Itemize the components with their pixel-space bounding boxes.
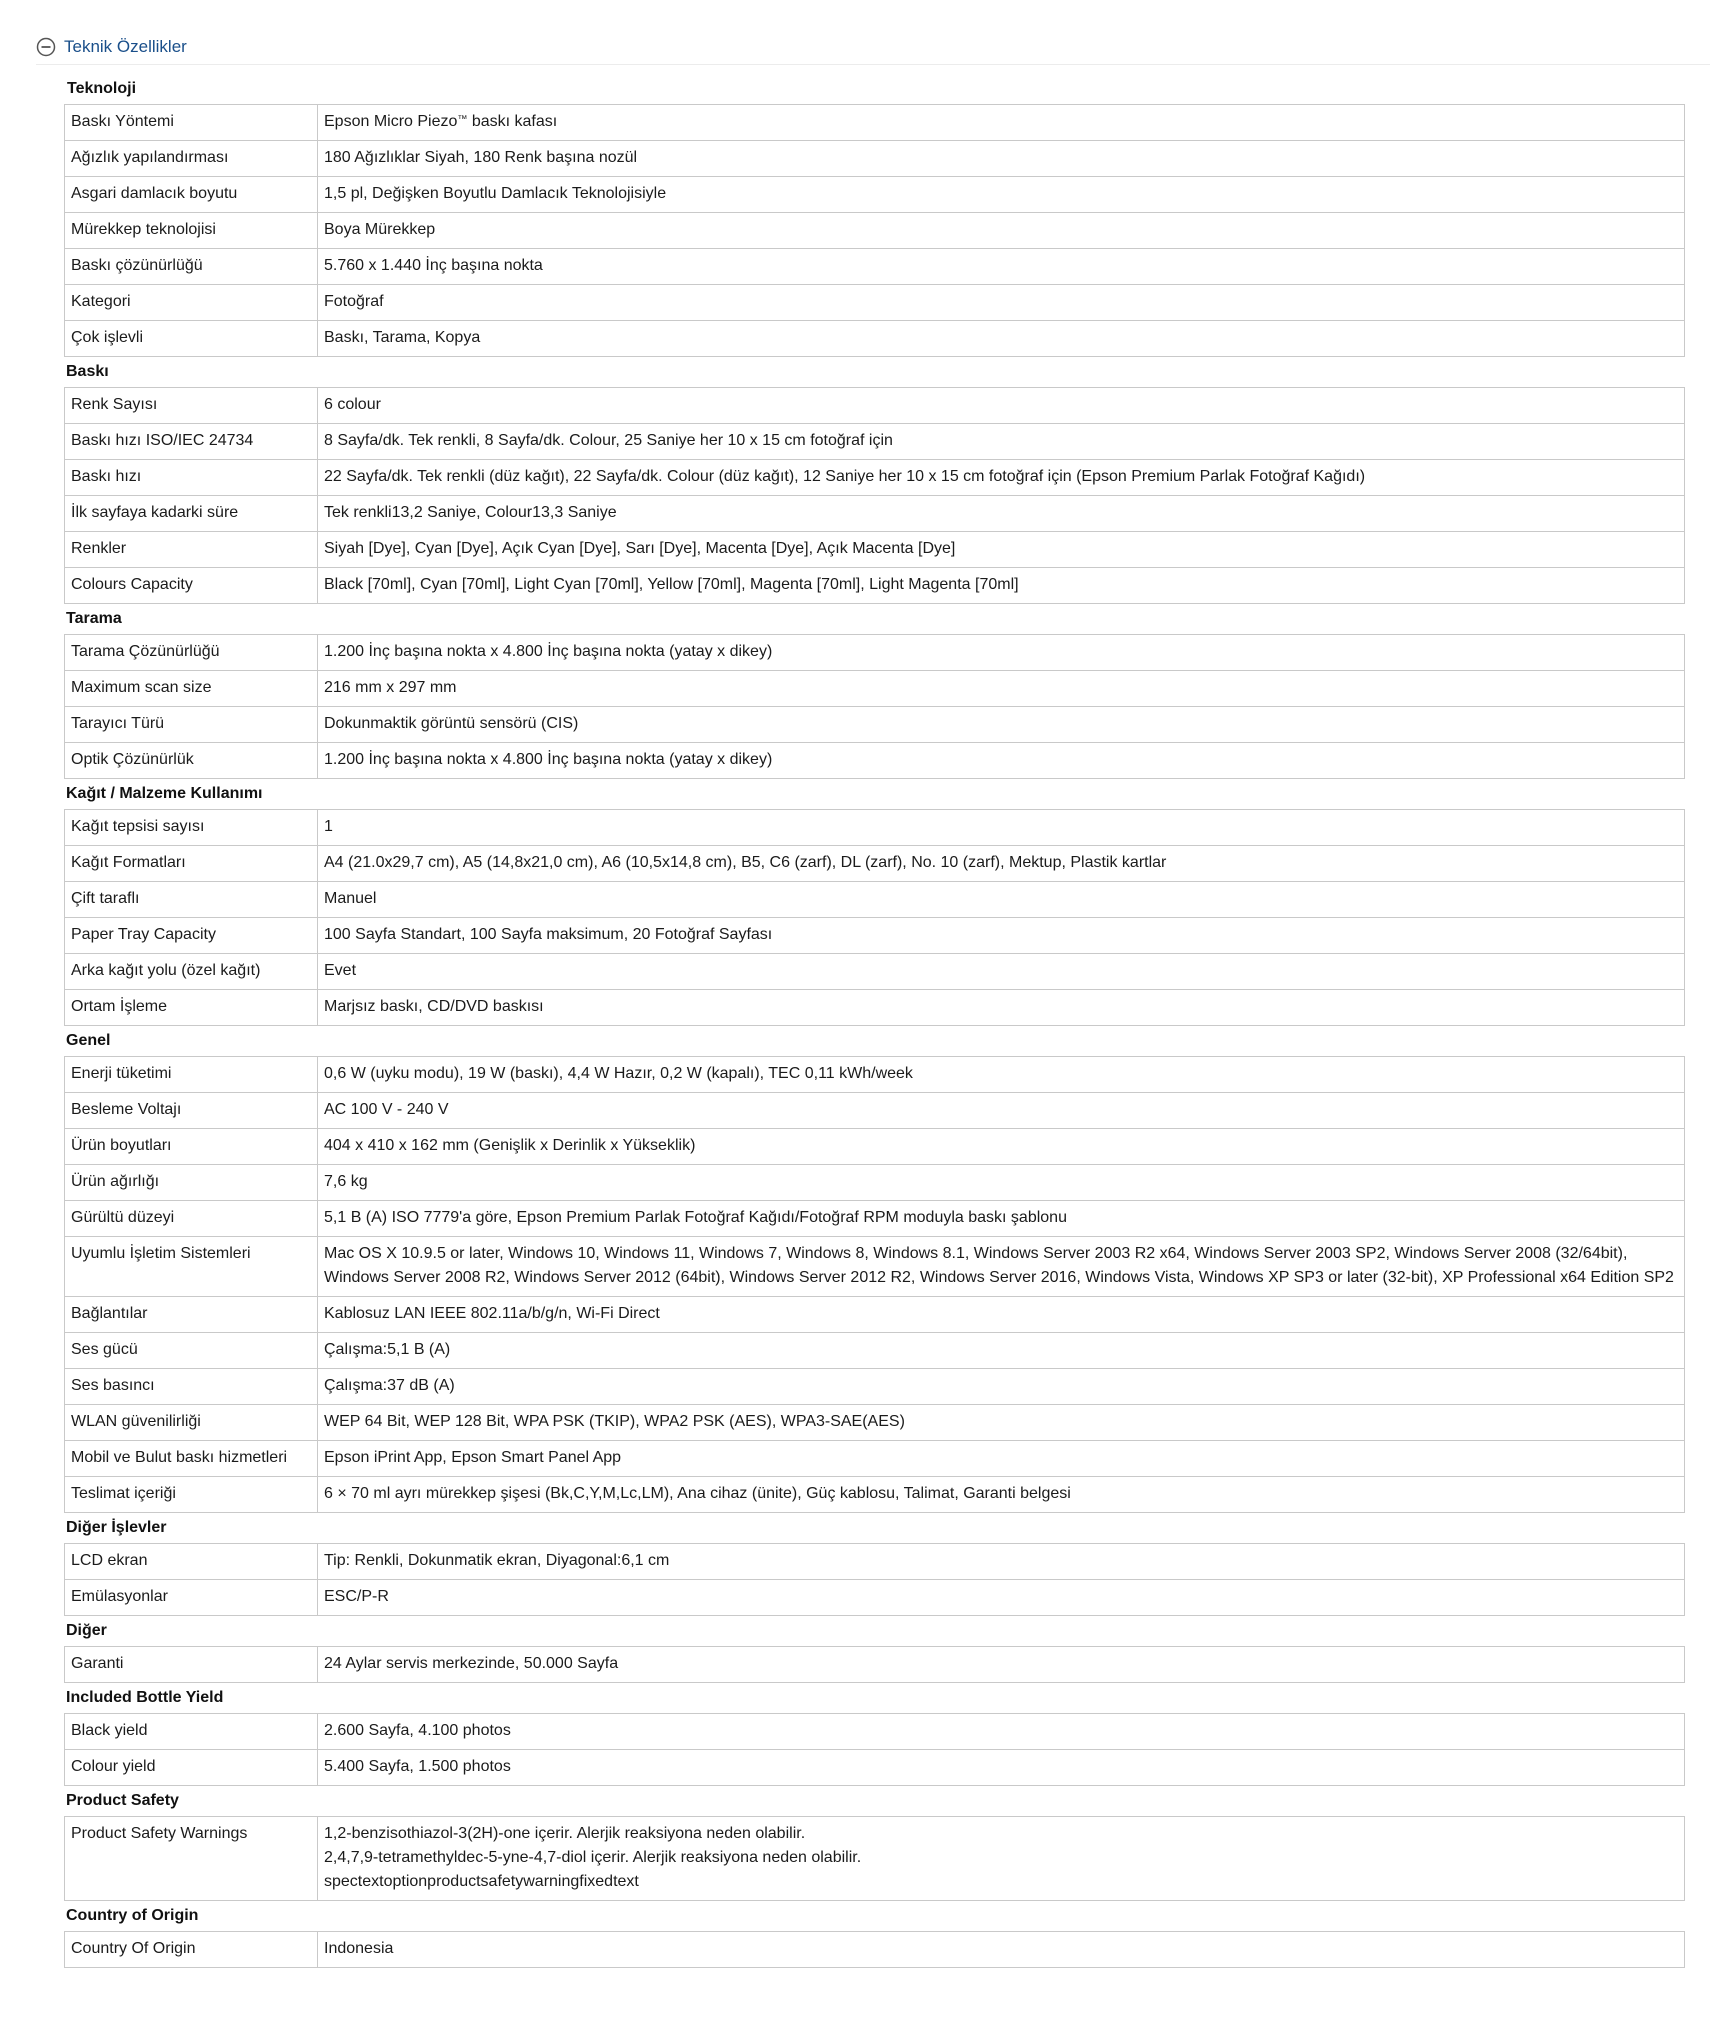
spec-row (65, 177, 1685, 213)
spec-value: Çalışma:5,1 B (A) (318, 1333, 1685, 1369)
spec-value: AC 100 V - 240 V (318, 1093, 1685, 1129)
spec-label: Enerji tüketimi (65, 1057, 318, 1093)
spec-row (65, 743, 1685, 779)
spec-table (64, 1646, 1685, 1683)
spec-label: Product Safety Warnings (65, 1817, 318, 1901)
minus-circle-icon[interactable] (36, 37, 56, 57)
spec-group-title: Included Bottle Yield (66, 1689, 224, 1706)
spec-group-title: Genel (66, 1032, 111, 1049)
spec-row (65, 918, 1685, 954)
spec-value: Tek renkli13,2 Saniye, Colour13,3 Saniye (318, 496, 1685, 532)
spec-row (65, 846, 1685, 882)
spec-label: Ürün ağırlığı (65, 1165, 318, 1201)
spec-label: Baskı hızı ISO/IEC 24734 (65, 424, 318, 460)
spec-value: Tip: Renkli, Dokunmatik ekran, Diyagonal:6,1 cm (318, 1544, 1685, 1580)
spec-table (64, 387, 1685, 604)
spec-value: 1 (318, 810, 1685, 846)
spec-value: 216 mm x 297 mm (318, 671, 1685, 707)
spec-table (64, 1543, 1685, 1616)
spec-value: 5,1 B (A) ISO 7779'a göre, Epson Premium Parlak Fotoğraf Kağıdı/Fotoğraf RPM moduyla baskı şablonu (318, 1201, 1685, 1237)
spec-label: Ses basıncı (65, 1369, 318, 1405)
spec-label: Mobil ve Bulut baskı hizmetleri (65, 1441, 318, 1477)
spec-row (65, 105, 1685, 141)
spec-label: Kategori (65, 285, 318, 321)
spec-value: 5.400 Sayfa, 1.500 photos (318, 1750, 1685, 1786)
spec-value: Indonesia (318, 1932, 1685, 1968)
spec-label: Besleme Voltajı (65, 1093, 318, 1129)
trademark-symbol: ™ (457, 114, 468, 125)
spec-table (64, 1713, 1685, 1786)
spec-value: Kablosuz LAN IEEE 802.11a/b/g/n, Wi-Fi Direct (318, 1297, 1685, 1333)
spec-group-title: Diğer İşlevler (66, 1519, 167, 1536)
spec-row (65, 1333, 1685, 1369)
spec-label: Çok işlevli (65, 321, 318, 357)
spec-value: 404 x 410 x 162 mm (Genişlik x Derinlik x Yükseklik) (318, 1129, 1685, 1165)
spec-value: 1.200 İnç başına nokta x 4.800 İnç başına nokta (yatay x dikey) (318, 635, 1685, 671)
spec-label: Kağıt tepsisi sayısı (65, 810, 318, 846)
spec-row (65, 1477, 1685, 1513)
spec-label: Çift taraflı (65, 882, 318, 918)
spec-row (65, 1544, 1685, 1580)
spec-value: 100 Sayfa Standart, 100 Sayfa maksimum, 20 Fotoğraf Sayfası (318, 918, 1685, 954)
spec-label: Kağıt Formatları (65, 846, 318, 882)
spec-label: Ortam İşleme (65, 990, 318, 1026)
spec-label: Tarama Çözünürlüğü (65, 635, 318, 671)
spec-value: Baskı, Tarama, Kopya (318, 321, 1685, 357)
spec-group-title: Baskı (66, 363, 109, 380)
spec-value: A4 (21.0x29,7 cm), A5 (14,8x21,0 cm), A6 (10,5x14,8 cm), B5, C6 (zarf), DL (zarf), No. 10 (zarf), Mektup, Plastik kartlar (318, 846, 1685, 882)
spec-row (65, 1369, 1685, 1405)
spec-label: Country Of Origin (65, 1932, 318, 1968)
spec-row (65, 568, 1685, 604)
spec-row (65, 285, 1685, 321)
spec-label: Emülasyonlar (65, 1580, 318, 1616)
spec-label: Black yield (65, 1714, 318, 1750)
spec-row (65, 1580, 1685, 1616)
spec-table (64, 1056, 1685, 1513)
spec-label: Baskı hızı (65, 460, 318, 496)
spec-value: 1,5 pl, Değişken Boyutlu Damlacık Teknolojisiyle (318, 177, 1685, 213)
spec-value: 24 Aylar servis merkezinde, 50.000 Sayfa (318, 1647, 1685, 1683)
spec-row (65, 990, 1685, 1026)
spec-row (65, 1165, 1685, 1201)
spec-value: Çalışma:37 dB (A) (318, 1369, 1685, 1405)
spec-value: Marjsız baskı, CD/DVD baskısı (318, 990, 1685, 1026)
spec-label: Asgari damlacık boyutu (65, 177, 318, 213)
spec-label: Paper Tray Capacity (65, 918, 318, 954)
spec-label: Bağlantılar (65, 1297, 318, 1333)
spec-row (65, 1129, 1685, 1165)
spec-value: Black [70ml], Cyan [70ml], Light Cyan [70ml], Yellow [70ml], Magenta [70ml], Light Magenta [70ml] (318, 568, 1685, 604)
spec-label: Garanti (65, 1647, 318, 1683)
spec-row (65, 532, 1685, 568)
spec-group-title: Country of Origin (66, 1907, 199, 1924)
spec-row (65, 1750, 1685, 1786)
spec-value: 6 × 70 ml ayrı mürekkep şişesi (Bk,C,Y,M,Lc,LM), Ana cihaz (ünite), Güç kablosu, Talimat, Garanti belgesi (318, 1477, 1685, 1513)
spec-label: Ses gücü (65, 1333, 318, 1369)
spec-table (64, 809, 1685, 1026)
spec-row (65, 1093, 1685, 1129)
spec-row (65, 810, 1685, 846)
spec-value: WEP 64 Bit, WEP 128 Bit, WPA PSK (TKIP), WPA2 PSK (AES), WPA3-SAE(AES) (318, 1405, 1685, 1441)
spec-value: 1,2-benzisothiazol-3(2H)-one içerir. Alerjik reaksiyona neden olabilir. 2,4,7,9-tetramethyldec-5-yne-4,7-diol içerir. Alerjik reaksiyona neden olabilir. spectextoptionproductsafetywarningfixedtext (318, 1817, 1685, 1901)
spec-label: Tarayıcı Türü (65, 707, 318, 743)
spec-label: WLAN güvenilirliği (65, 1405, 318, 1441)
divider (36, 64, 1710, 65)
spec-label: Ürün boyutları (65, 1129, 318, 1165)
spec-label: LCD ekran (65, 1544, 318, 1580)
spec-row (65, 1057, 1685, 1093)
spec-value: 5.760 x 1.440 İnç başına nokta (318, 249, 1685, 285)
spec-group-title: Product Safety (66, 1792, 179, 1809)
spec-label: Ağızlık yapılandırması (65, 141, 318, 177)
spec-label: Uyumlu İşletim Sistemleri (65, 1237, 318, 1297)
spec-row (65, 388, 1685, 424)
spec-table (64, 1931, 1685, 1968)
spec-label: Teslimat içeriği (65, 1477, 318, 1513)
spec-row (65, 1932, 1685, 1968)
spec-value: 22 Sayfa/dk. Tek renkli (düz kağıt), 22 Sayfa/dk. Colour (düz kağıt), 12 Saniye her 10 x 15 cm fotoğraf için (Epson Premium Parlak Fotoğraf Kağıdı) (318, 460, 1685, 496)
spec-row (65, 1647, 1685, 1683)
spec-value: Dokunmaktik görüntü sensörü (CIS) (318, 707, 1685, 743)
spec-value: 2.600 Sayfa, 4.100 photos (318, 1714, 1685, 1750)
spec-label: Baskı çözünürlüğü (65, 249, 318, 285)
spec-value: Mac OS X 10.9.5 or later, Windows 10, Windows 11, Windows 7, Windows 8, Windows 8.1, Windows Server 2003 R2 x64, Windows Server 2003 SP2, Windows Server 2008 (32/64bit), Windows Server 2008 R2, Windows Server 2012 (64bit), Windows Server 2012 R2, Windows Server 2016, Windows Vista, Windows XP SP3 or later (32-bit), XP Professional x64 Edition SP2 (318, 1237, 1685, 1297)
spec-row (65, 213, 1685, 249)
spec-label: Renk Sayısı (65, 388, 318, 424)
spec-value: 7,6 kg (318, 1165, 1685, 1201)
spec-table (64, 104, 1685, 357)
spec-row (65, 1237, 1685, 1297)
spec-label: Baskı Yöntemi (65, 105, 318, 141)
spec-row (65, 1405, 1685, 1441)
spec-value: Fotoğraf (318, 285, 1685, 321)
spec-table (64, 1816, 1685, 1901)
spec-row (65, 635, 1685, 671)
spec-value: 180 Ağızlıklar Siyah, 180 Renk başına nozül (318, 141, 1685, 177)
spec-row (65, 954, 1685, 990)
spec-label: Mürekkep teknolojisi (65, 213, 318, 249)
spec-label: Colour yield (65, 1750, 318, 1786)
spec-value: 0,6 W (uyku modu), 19 W (baskı), 4,4 W Hazır, 0,2 W (kapalı), TEC 0,11 kWh/week (318, 1057, 1685, 1093)
spec-label: Arka kağıt yolu (özel kağıt) (65, 954, 318, 990)
spec-row (65, 1817, 1685, 1901)
spec-label: Renkler (65, 532, 318, 568)
spec-value: Epson Micro Piezo™ baskı kafası (318, 105, 1685, 141)
spec-table (64, 634, 1685, 779)
spec-row (65, 460, 1685, 496)
spec-value: Boya Mürekkep (318, 213, 1685, 249)
spec-row (65, 141, 1685, 177)
spec-label: Gürültü düzeyi (65, 1201, 318, 1237)
spec-value: 8 Sayfa/dk. Tek renkli, 8 Sayfa/dk. Colour, 25 Saniye her 10 x 15 cm fotoğraf için (318, 424, 1685, 460)
spec-label: Optik Çözünürlük (65, 743, 318, 779)
spec-group-title: Teknoloji (67, 80, 137, 97)
spec-row (65, 1297, 1685, 1333)
tech-specs-toggle-label[interactable]: Teknik Özellikler (64, 37, 187, 56)
spec-group-title: Tarama (66, 610, 122, 627)
spec-row (65, 1714, 1685, 1750)
spec-row (65, 1201, 1685, 1237)
spec-groups (64, 74, 1685, 1968)
spec-value: Epson iPrint App, Epson Smart Panel App (318, 1441, 1685, 1477)
spec-value: 1.200 İnç başına nokta x 4.800 İnç başına nokta (yatay x dikey) (318, 743, 1685, 779)
spec-value: 6 colour (318, 388, 1685, 424)
spec-value: Manuel (318, 882, 1685, 918)
spec-value: Siyah [Dye], Cyan [Dye], Açık Cyan [Dye], Sarı [Dye], Macenta [Dye], Açık Macenta [Dye] (318, 532, 1685, 568)
spec-row (65, 1441, 1685, 1477)
tech-specs-toggle[interactable] (36, 36, 187, 58)
spec-label: İlk sayfaya kadarki süre (65, 496, 318, 532)
spec-row (65, 496, 1685, 532)
spec-group-title: Diğer (66, 1622, 107, 1639)
spec-row (65, 671, 1685, 707)
spec-label: Maximum scan size (65, 671, 318, 707)
spec-group-title: Kağıt / Malzeme Kullanımı (66, 785, 263, 802)
spec-row (65, 321, 1685, 357)
spec-row (65, 249, 1685, 285)
spec-row (65, 424, 1685, 460)
spec-row (65, 707, 1685, 743)
spec-label: Colours Capacity (65, 568, 318, 604)
spec-value: Evet (318, 954, 1685, 990)
spec-row (65, 882, 1685, 918)
spec-value: ESC/P-R (318, 1580, 1685, 1616)
